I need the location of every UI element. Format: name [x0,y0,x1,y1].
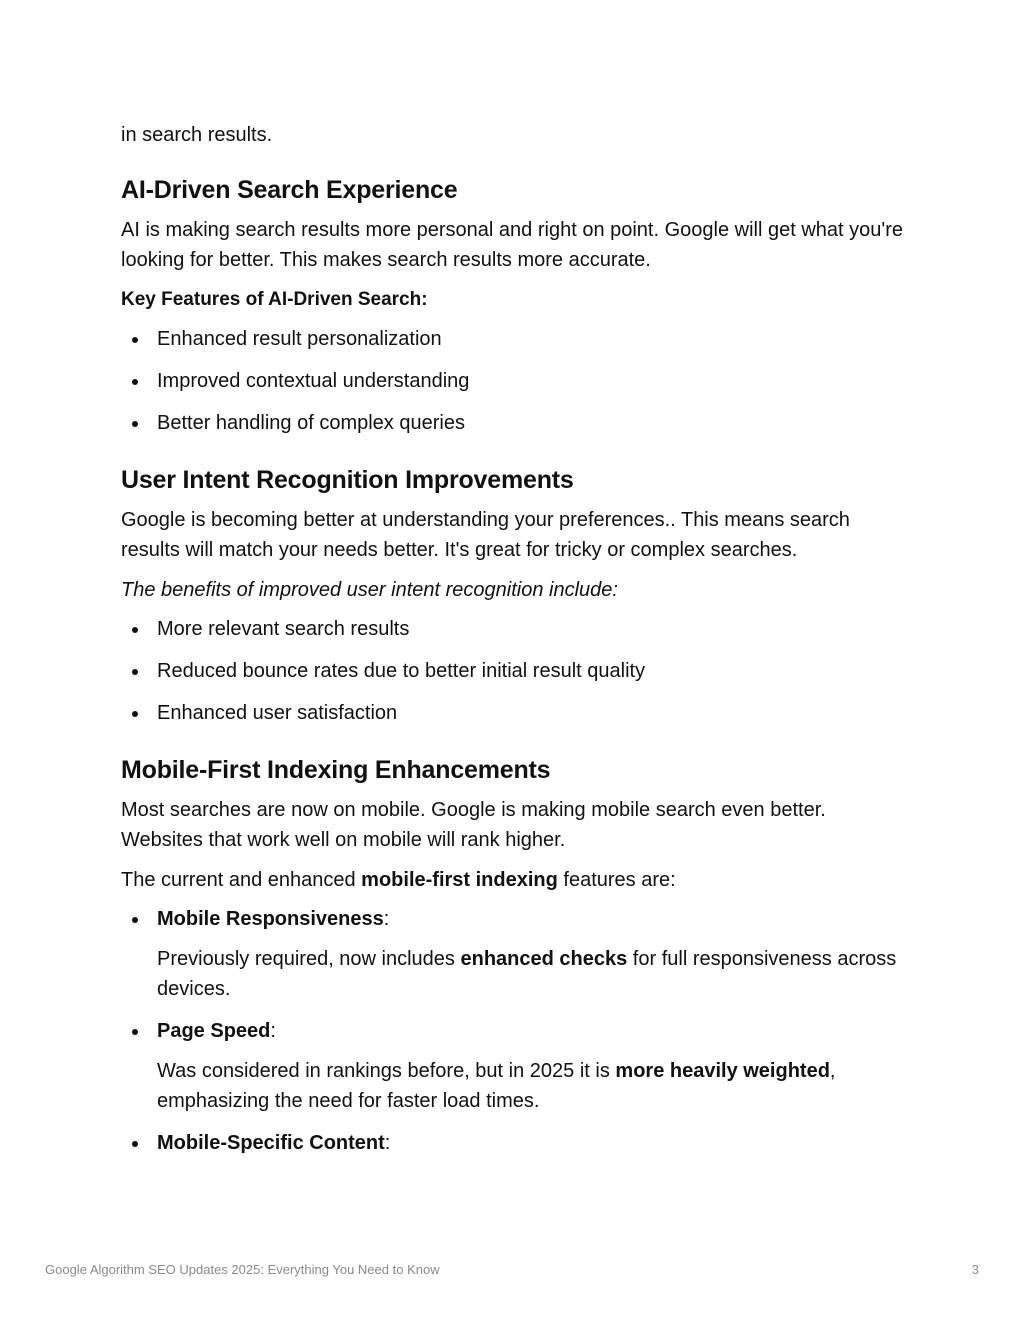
key-features-subheading: Key Features of AI-Driven Search: [121,289,428,310]
feature-colon: : [384,1132,391,1154]
list-item: Improved contextual understanding [121,366,911,396]
feature-desc-bold: enhanced checks [460,948,628,970]
list-item: Enhanced result personalization [121,324,911,354]
list-item-mobile-specific-content [121,1128,911,1158]
section-paragraph-ai-driven: AI is making search results more personal and right on point. Google will get what you're looking for better. This makes search results more accurate. [121,219,903,271]
mobile-features-list [121,904,911,1158]
feature-desc-text: Previously required, now includes [157,948,461,970]
footer-page-number: 3 [971,1262,979,1277]
feature-title: Mobile-Specific Content [157,1132,385,1154]
feature-title-line [157,1128,911,1158]
feature-title: Page Speed [157,1020,271,1042]
mobile-features-intro [121,865,911,895]
feature-description [157,1056,911,1116]
feature-colon: : [383,908,390,930]
list-item: Enhanced user satisfaction [121,698,911,728]
section-heading-ai-driven: AI-Driven Search Experience [121,176,458,204]
section-heading-user-intent: User Intent Recognition Improvements [121,466,574,494]
intro-text: The current and enhanced [121,869,362,891]
continuation-text: in search results. [121,124,273,146]
page-footer [45,1262,979,1277]
feature-title-line [157,904,911,934]
benefits-list [121,614,911,728]
feature-desc-bold: more heavily weighted [615,1060,830,1082]
feature-colon: : [270,1020,276,1042]
intro-bold-text: mobile-first indexing [361,869,558,891]
section-paragraph-user-intent: Google is becoming better at understanding your preferences.. This means search results will match your needs better. It's great for tricky or complex searches. [121,509,850,561]
list-item: Better handling of complex queries [121,408,911,438]
feature-title: Mobile Responsiveness [157,908,384,930]
intro-text-end: features are: [557,869,676,891]
list-item-mobile-responsiveness [121,904,911,1004]
section-heading-mobile-first: Mobile-First Indexing Enhancements [121,756,551,784]
section-paragraph-mobile-first: Most searches are now on mobile. Google is making mobile search even better. Websites that work well on mobile will rank higher. [121,799,826,851]
list-item: More relevant search results [121,614,911,644]
feature-description [157,944,911,1004]
feature-title-line [157,1016,911,1046]
feature-desc-text-end: , emphasizing the need for faster load times. [157,1060,836,1112]
footer-document-title: Google Algorithm SEO Updates 2025: Everything You Need to Know [45,1262,440,1277]
document-page [121,120,911,1158]
list-item: Reduced bounce rates due to better initial result quality [121,656,911,686]
feature-desc-text: Was considered in rankings before, but in 2025 it is [157,1060,616,1082]
benefits-intro: The benefits of improved user intent recognition include: [121,579,618,601]
feature-desc-text-end: for full responsiveness across devices. [157,948,897,1000]
list-item-page-speed [121,1016,911,1116]
ai-features-list [121,324,911,438]
